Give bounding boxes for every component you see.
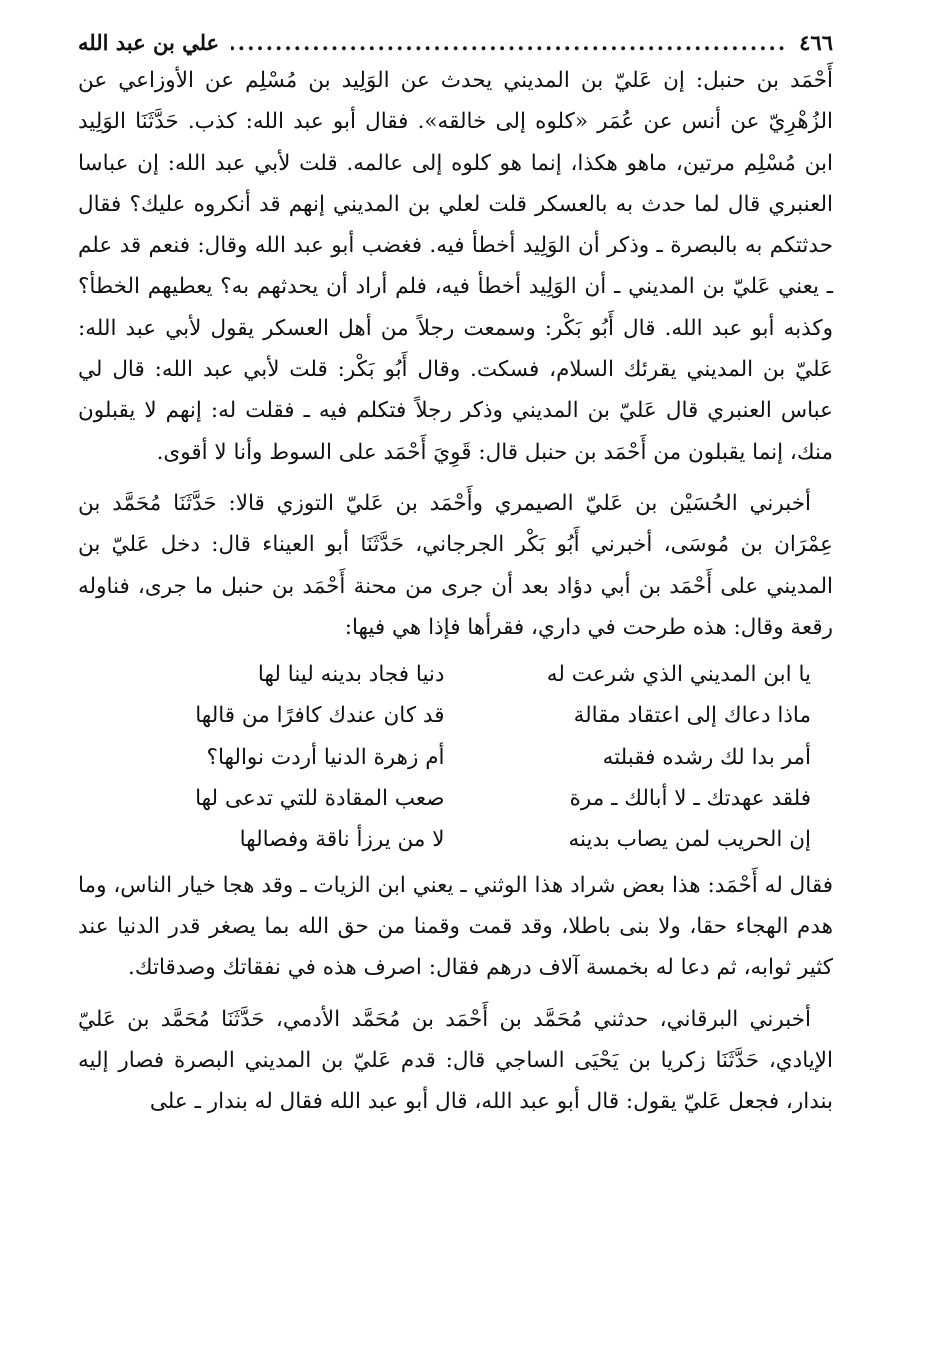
verse-first-hemistich: فلقد عهدتك ـ لا أبالك ـ مرة [569, 786, 811, 812]
poem-verse [78, 695, 833, 736]
poem-verse [78, 654, 833, 695]
paragraph-2: أخبرني الحُسَيْن بن عَليّ الصيمري وأَحْمَد بن عَليّ التوزي قالا: حَدَّثَنَا مُحَمَّد بن عِمْرَان بن مُوسَى، أخبرني أَبُو بَكْر الجرجاني، حَدَّثَنَا أبو العيناء قال: دخل عَليّ بن المديني على أَحْمَد بن أبي دؤاد بعد أن جرى من محنة أَحْمَد بن حنبل ما جرى، فناوله رقعة وقال: هذه طرحت في داري، فقرأها فإذا هي فيها: [78, 490, 833, 640]
paragraph-gap [78, 473, 833, 483]
verse-first-hemistich: ماذا دعاك إلى اعتقاد مقالة [573, 703, 811, 729]
paragraph-gap [78, 989, 833, 999]
paragraph-3: فقال له أَحْمَد: هذا بعض شراد هذا الوثني ـ يعني ابن الزيات ـ وقد هجا خيار الناس، وما هدم الهجاء حقا، ولا بنى باطلا، وقد قمت وقمنا من حق الله بما يصغر قدر الدنيا عند كثير ثوابه، ثم دعا له بخمسة آلاف درهم فقال: اصرف هذه في نفقاتك وصدقاتك. [78, 872, 833, 981]
verse-first-hemistich: يا ابن المديني الذي شرعت له [546, 662, 811, 688]
paragraph-1: أَحْمَد بن حنبل: إن عَليّ بن المديني يحدث عن الوَلِيد بن مُسْلِم عن الأوزاعي عن الزُهْرِيّ عن أنس عن عُمَر «كلوه إلى خالقه». فقال أبو عبد الله: كذب. حَدَّثَنَا الوَلِيد ابن مُسْلِم مرتين، ماهو هكذا، إنما هو كلوه إلى عالمه. قلت لأبي عبد الله: إن عباسا العنبري قال لما حدث به بالعسكر قلت لعلي بن المديني إنهم قد أنكروه عليك؟ فقال حدثتكم به بالبصرة ـ وذكر أن الوَلِيد أخطأ فيه. فغضب أبو عبد الله وقال: فنعم قد علم ـ يعني عَليّ بن المديني ـ أن الوَلِيد أخطأ فيه، فلم أراد أن يحدثهم به؟ يعطيهم الخطأ؟ وكذبه أبو عبد الله. قال أَبُو بَكْر: وسمعت رجلاً من أهل العسكر يقول لأبي عبد الله: عَليّ بن المديني يقرئك السلام، فسكت. وقال أَبُو بَكْر: قلت لأبي عبد الله: قال لي عباس العنبري قال عَليّ بن المديني وذكر رجلاً فتكلم فيه ـ فقلت له: إنهم لا يقبلون منك، إنما يقبلون من أَحْمَد بن حنبل قال: قَوِيَ أَحْمَد على السوط وأنا لا أقوى. [78, 68, 833, 465]
paragraph-4: أخبرني البرقاني، حدثني مُحَمَّد بن أَحْمَد بن مُحَمَّد الأدمي، حَدَّثَنَا مُحَمَّد بن عَليّ الإيادي، حَدَّثَنَا زكريا بن يَحْيَى الساجي قال: قدم عَليّ بن المديني البصرة فصار إليه بندار، فجعل عَليّ يقول: قال أبو عبد الله، قال أبو عبد الله فقال له بندار ـ على [78, 1006, 833, 1115]
header-dot-leader [231, 28, 787, 58]
verse-first-hemistich: إن الحريب لمن يصاب بدينه [568, 827, 811, 853]
running-title: علي بن عبد الله [78, 30, 220, 55]
poem-verse [78, 778, 833, 819]
poem-verse [78, 737, 833, 778]
poem-verse [78, 819, 833, 860]
verse-second-hemistich: أم زهرة الدنيا أردت نوالها؟ [206, 744, 445, 770]
page-number: ٤٦٦ [799, 30, 833, 55]
verse-first-hemistich: أمر بدا لك رشده فقبلته [602, 744, 811, 770]
verse-second-hemistich: لا من يرزأ ناقة وفصالها [239, 827, 445, 853]
verse-second-hemistich: دنيا فجاد بدينه لينا لها [257, 662, 445, 688]
page-header [78, 28, 833, 60]
poem [78, 654, 833, 860]
verse-second-hemistich: صعب المقادة للتي تدعى لها [195, 786, 445, 812]
verse-second-hemistich: قد كان عندك كافرًا من قالها [195, 703, 445, 729]
